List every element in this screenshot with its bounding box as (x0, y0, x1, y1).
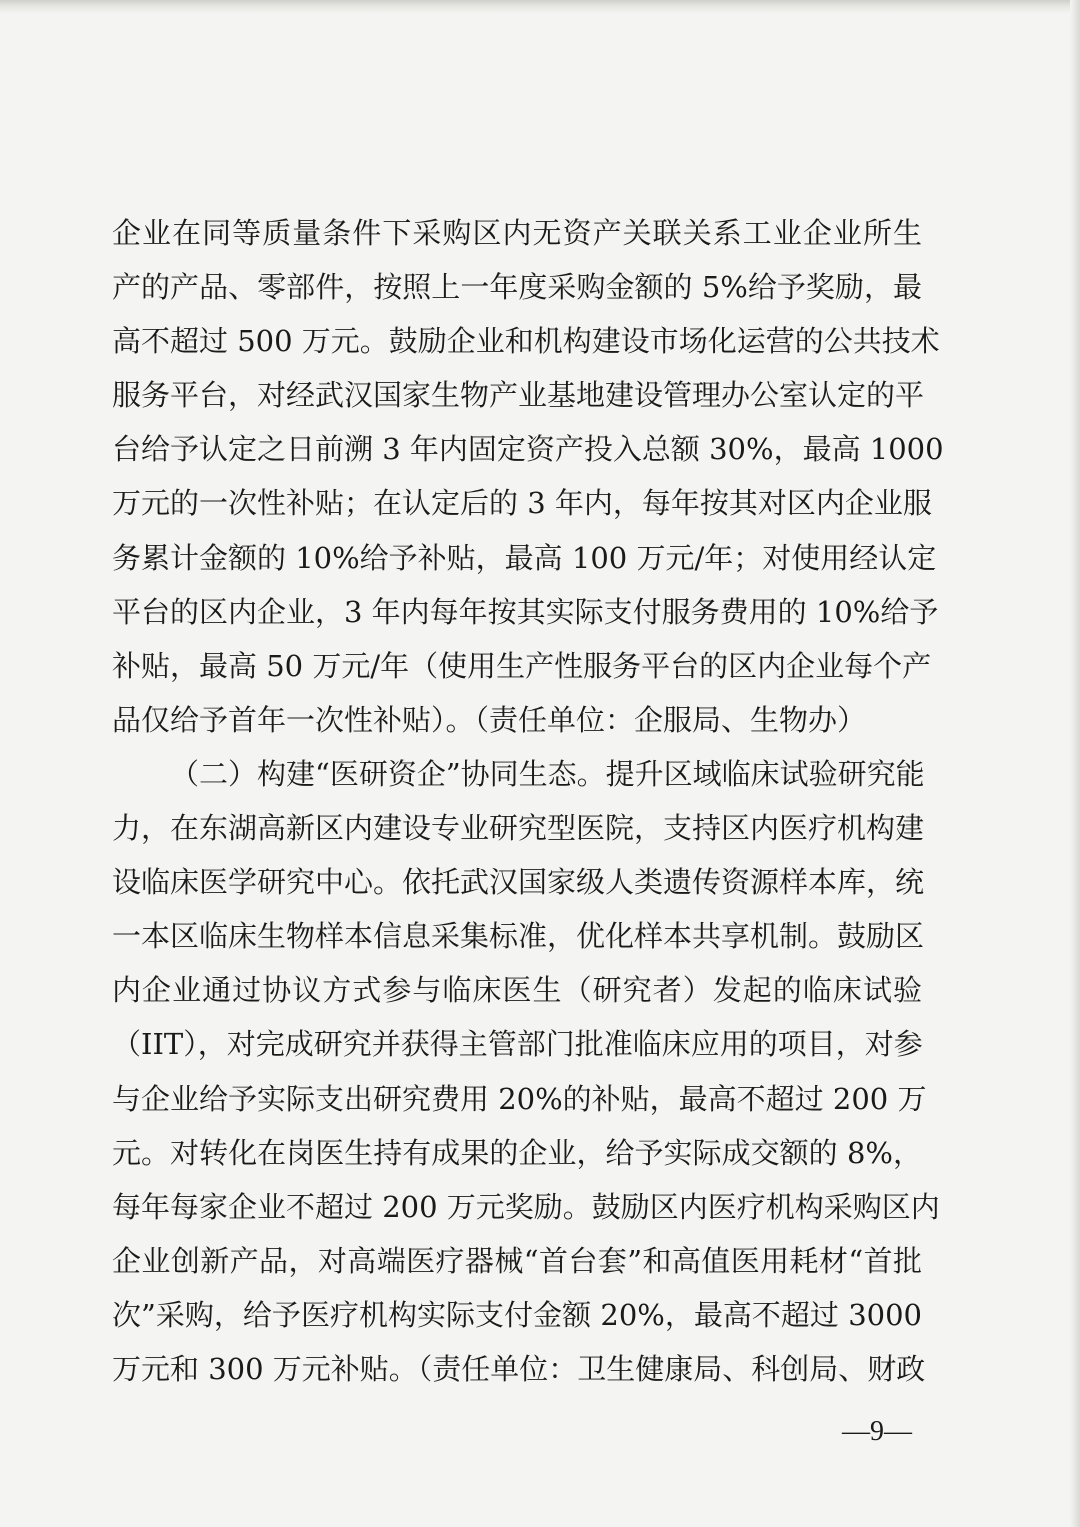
scan-top-edge (0, 0, 1080, 14)
body-line: 元。对转化在岗医生持有成果的企业，给予实际成交额的 8%， (112, 1135, 922, 1170)
body-line: 产的产品、零部件，按照上一年度采购金额的 5%给予奖励，最 (112, 270, 922, 305)
body-line: 平台的区内企业，3 年内每年按其实际支付服务费用的 10%给予 (112, 594, 939, 629)
page-number: —9— (842, 1416, 912, 1447)
body-line: 高不超过 500 万元。鼓励企业和机构建设市场化运营的公共技术 (112, 324, 940, 359)
body-line: 补贴，最高 50 万元/年（使用生产性服务平台的区内企业每个产 (112, 648, 932, 683)
body-line: 企业创新产品，对高端医疗器械“首台套”和高值医用耗材“首批 (112, 1243, 922, 1278)
body-line: 一本区临床生物样本信息采集标准，优化样本共享机制。鼓励区 (112, 919, 925, 954)
body-line: 万元和 300 万元补贴。（责任单位：卫生健康局、科创局、财政 (112, 1351, 926, 1386)
body-line: 务累计金额的 10%给予补贴，最高 100 万元/年；对使用经认定 (112, 540, 937, 575)
body-line: 台给予认定之日前溯 3 年内固定资产投入总额 30%，最高 1000 (112, 432, 944, 467)
body-line: 万元的一次性补贴；在认定后的 3 年内，每年按其对区内企业服 (112, 486, 932, 521)
scan-right-edge (1070, 0, 1080, 1527)
body-line: 力，在东湖高新区内建设专业研究型医院，支持区内医疗机构建 (112, 811, 925, 846)
body-line: 与企业给予实际支出研究费用 20%的补贴，最高不超过 200 万 (112, 1081, 927, 1116)
section-heading-line: （二）构建“医研资企”协同生态。提升区域临床试验研究能 (170, 756, 925, 791)
document-body (112, 206, 944, 1396)
body-line: （IIT），对完成研究并获得主管部门批准临床应用的项目，对参 (112, 1027, 923, 1062)
body-line: 每年每家企业不超过 200 万元奖励。鼓励区内医疗机构采购区内 (112, 1189, 940, 1224)
body-line: 次”采购，给予医疗机构实际支付金额 20%，最高不超过 3000 (112, 1297, 922, 1332)
body-line: 企业在同等质量条件下采购区内无资产关联关系工业企业所生 (112, 216, 922, 250)
body-line: 内企业通过协议方式参与临床医生（研究者）发起的临床试验 (112, 973, 922, 1008)
body-line: 品仅给予首年一次性补贴）。（责任单位：企服局、生物办） (112, 702, 867, 737)
body-line: 设临床医学研究中心。依托武汉国家级人类遗传资源样本库，统 (112, 865, 925, 900)
body-line: 服务平台，对经武汉国家生物产业基地建设管理办公室认定的平 (112, 378, 925, 413)
